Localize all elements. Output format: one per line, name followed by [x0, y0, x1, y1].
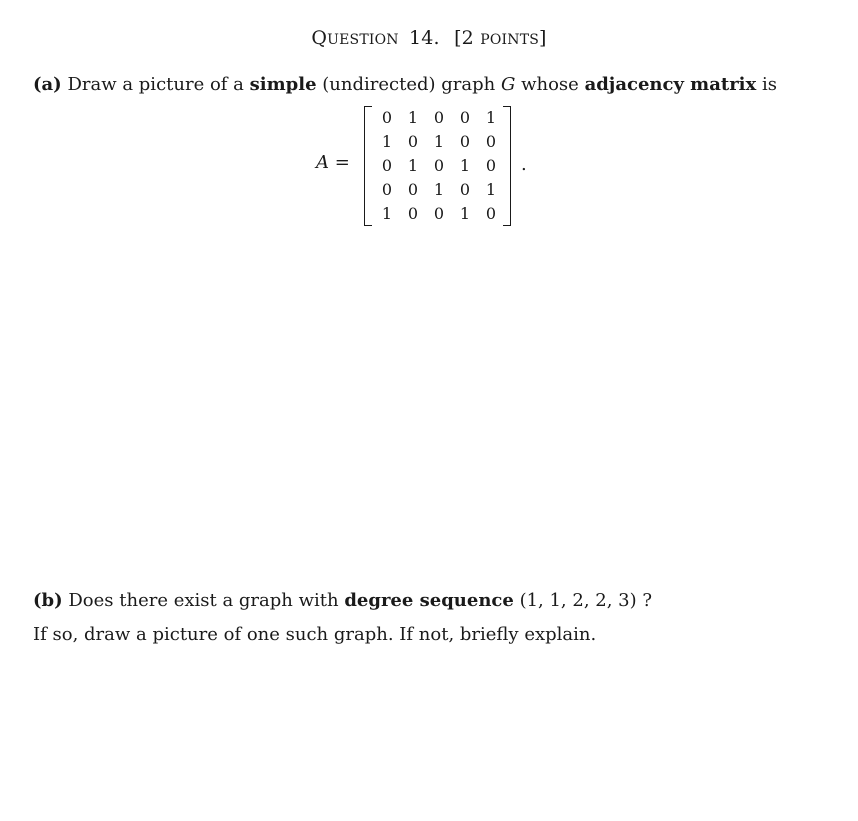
- question-title: [0, 27, 858, 49]
- part-a-prompt: [33, 74, 777, 95]
- matrix-cell: 0: [407, 180, 419, 199]
- part-a-text-3: whose: [521, 74, 579, 95]
- matrix-cell: 0: [407, 132, 419, 151]
- part-b-text-1: Does there exist a graph with: [68, 590, 339, 611]
- matrix-cell: 0: [485, 156, 497, 175]
- title-initial: Q: [311, 27, 328, 49]
- matrix-cell: 1: [381, 132, 393, 151]
- matrix-cell: 0: [459, 180, 471, 199]
- matrix-cell: 1: [381, 204, 393, 223]
- matrix-cell: 1: [459, 156, 471, 175]
- part-b-prompt: [33, 590, 652, 611]
- matrix-label: [316, 152, 350, 173]
- part-b-label: (b): [33, 590, 63, 611]
- points-label: [454, 27, 547, 49]
- degree-sequence: (1, 1, 2, 2, 3): [519, 590, 637, 611]
- left-bracket: [364, 106, 372, 226]
- part-a-label: (a): [33, 74, 62, 95]
- points-open: [2: [454, 27, 474, 49]
- part-a-text-1: Draw a picture of a: [67, 74, 244, 95]
- graph-variable: G: [500, 74, 516, 95]
- equals-sign: =: [329, 152, 350, 173]
- matrix-cell: 0: [433, 156, 445, 175]
- matrix-cell: 1: [433, 180, 445, 199]
- matrix-grid: [374, 106, 504, 226]
- matrix-cell: 1: [485, 180, 497, 199]
- part-a-text-4: is: [761, 74, 777, 95]
- matrix-cell: 1: [485, 108, 497, 127]
- matrix-cell: 0: [433, 108, 445, 127]
- part-b-bold-degree: degree sequence: [344, 590, 514, 611]
- title-rest: UESTION: [327, 32, 399, 48]
- matrix-cell: 0: [407, 204, 419, 223]
- points-word: POINTS: [480, 32, 540, 48]
- question-number: 14.: [408, 27, 440, 49]
- part-a-bold-simple: simple: [249, 74, 317, 95]
- matrix-cell: 0: [433, 204, 445, 223]
- part-a-text-2: (undirected) graph: [322, 74, 496, 95]
- matrix-cell: 0: [485, 204, 497, 223]
- part-b-question-mark: ?: [642, 590, 653, 611]
- points-close: ]: [539, 27, 547, 49]
- matrix-cell: 0: [459, 132, 471, 151]
- right-bracket: [503, 106, 511, 226]
- matrix-period: .: [521, 154, 527, 175]
- matrix-variable: A: [316, 152, 329, 173]
- matrix-cell: 1: [407, 108, 419, 127]
- matrix-cell: 0: [485, 132, 497, 151]
- matrix-cell: 0: [381, 156, 393, 175]
- matrix-cell: 1: [459, 204, 471, 223]
- matrix-cell: 0: [381, 180, 393, 199]
- matrix-cell: 0: [381, 108, 393, 127]
- matrix-cell: 1: [407, 156, 419, 175]
- part-b-instructions: If so, draw a picture of one such graph. If not, briefly explain.: [33, 624, 597, 645]
- matrix-cell: 1: [433, 132, 445, 151]
- matrix-cell: 0: [459, 108, 471, 127]
- part-a-bold-adjacency: adjacency matrix: [584, 74, 757, 95]
